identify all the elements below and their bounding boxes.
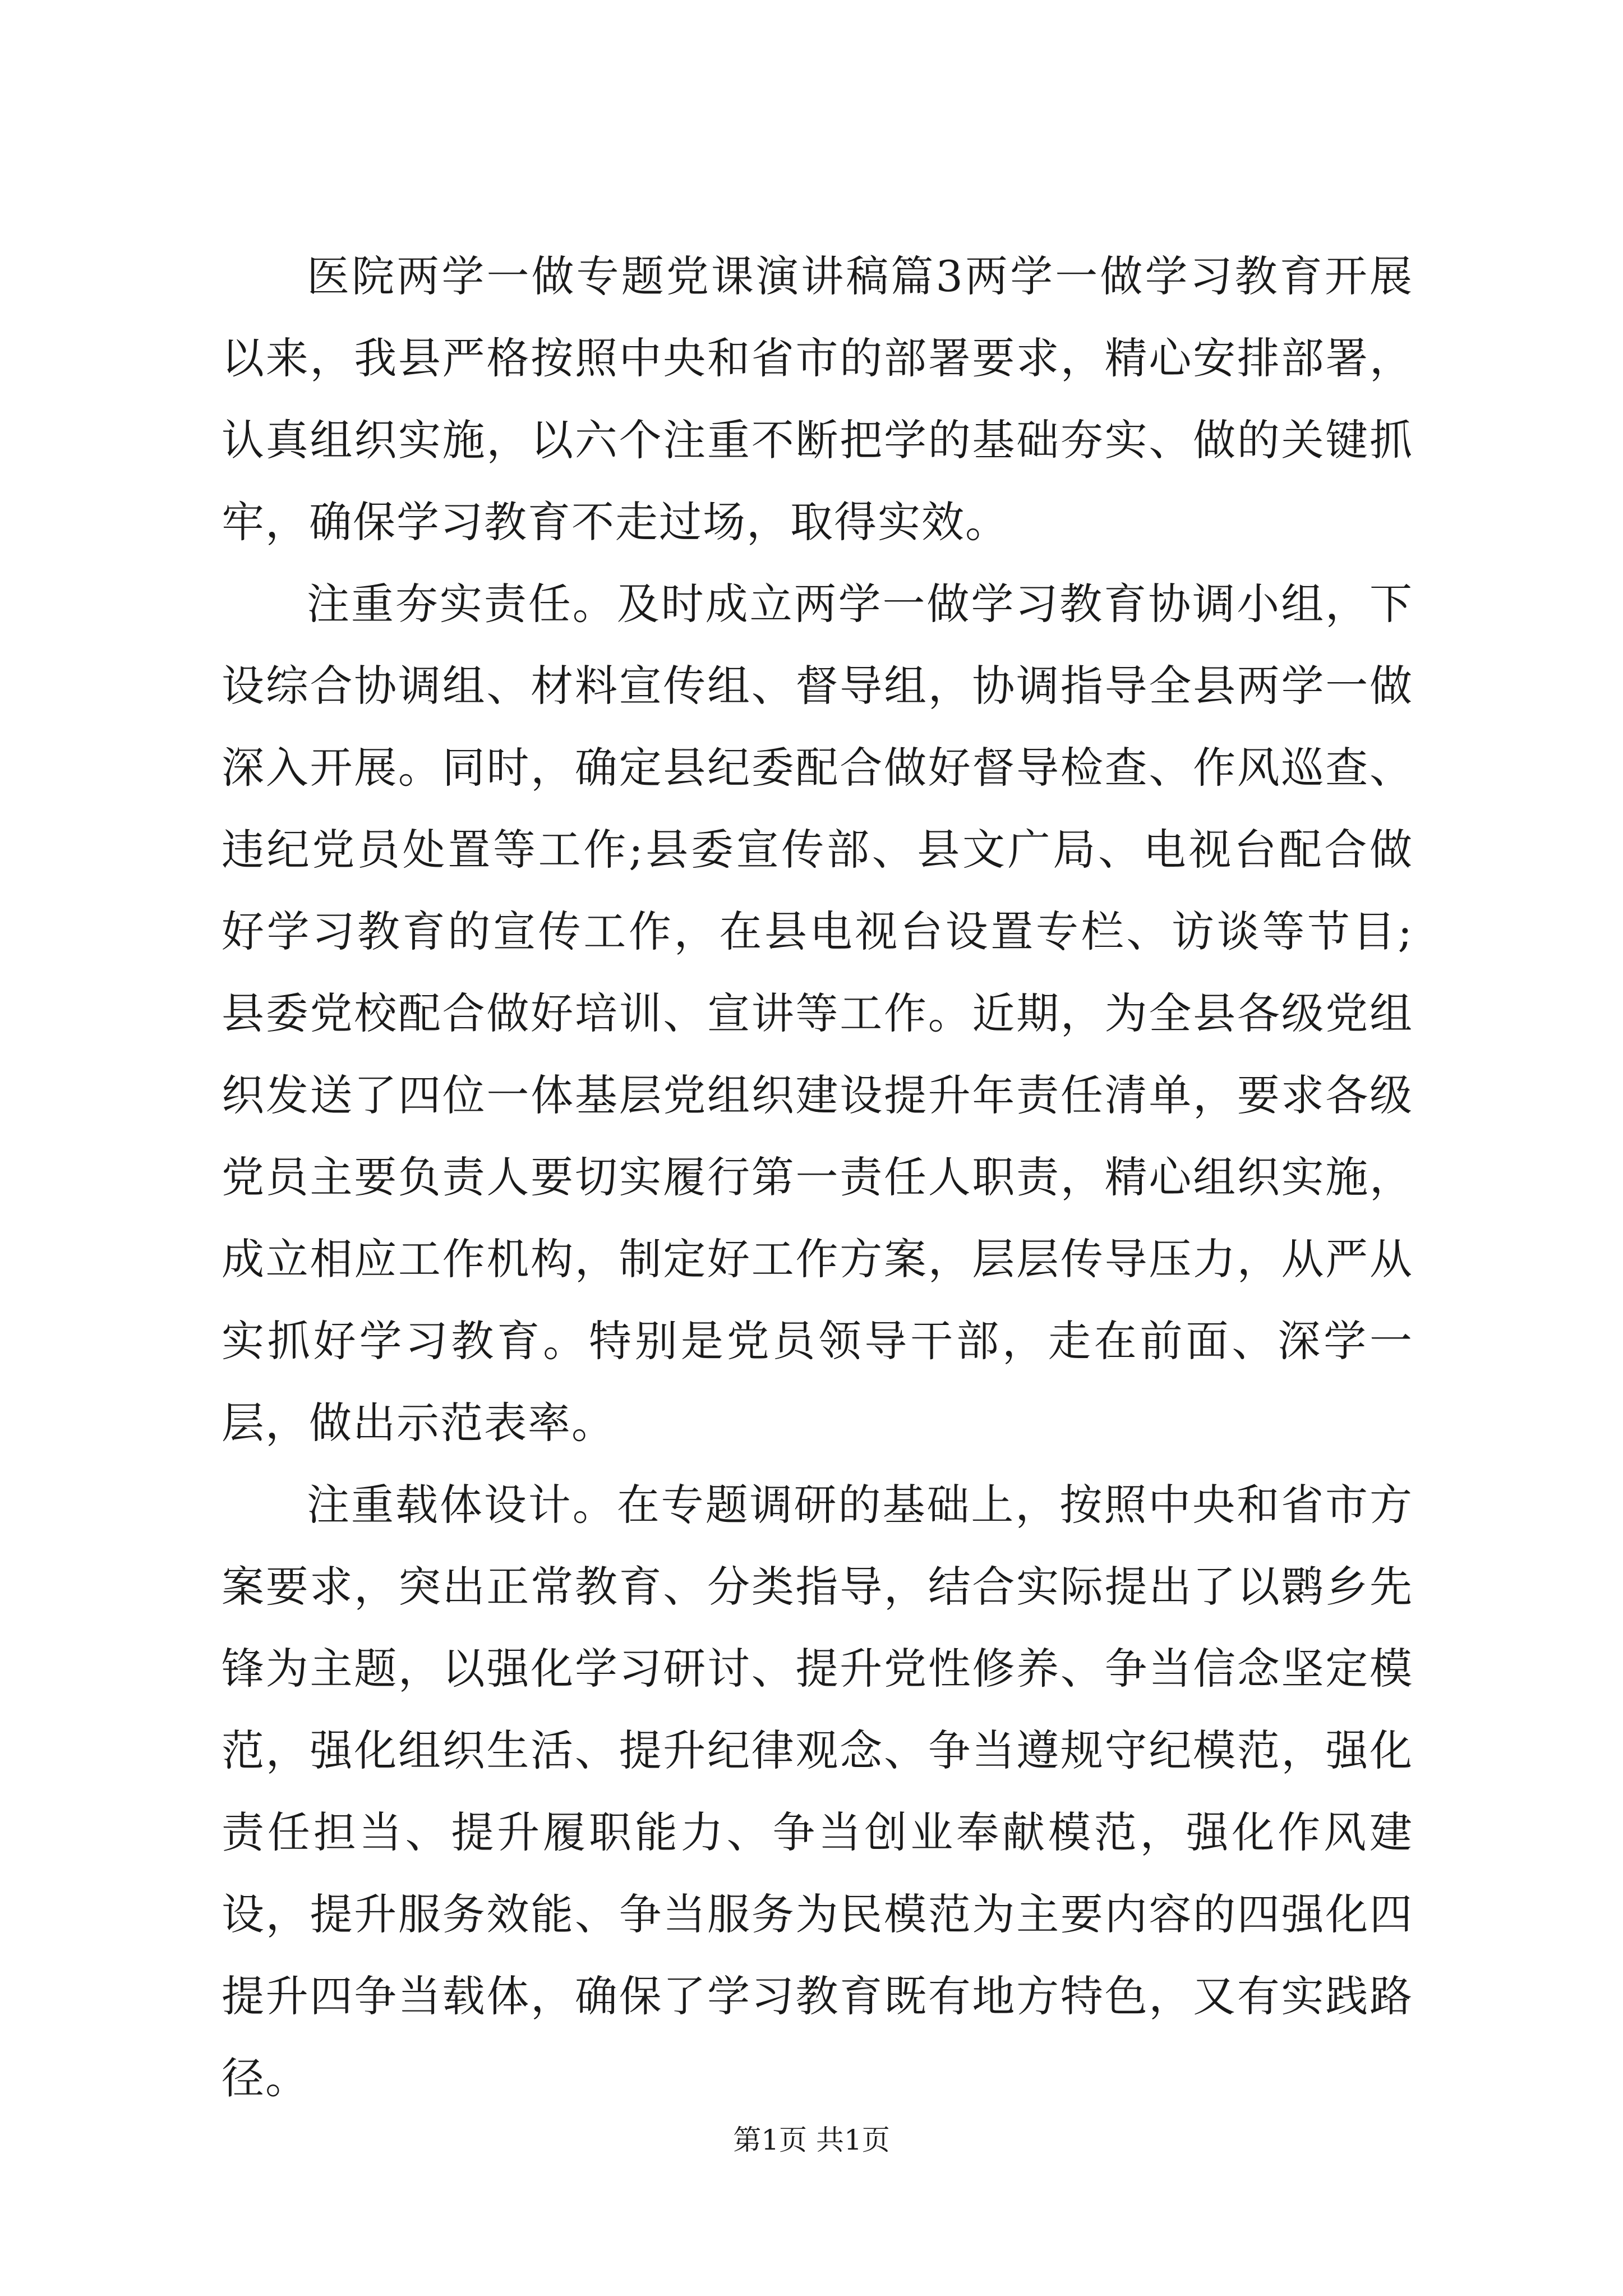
document-body [222, 236, 1413, 2119]
paragraph-carrier-design: 注重载体设计。在专题调研的基础上，按照中央和省市方案要求，突出正常教育、分类指导，结合实际提出了以鹮乡先锋为主题，以强化学习研讨、提升党性修养、争当信念坚定模范，强化组织生活、提升纪律观念、争当遵规守纪模范，强化责任担当、提升履职能力、争当创业奉献模范，强化作风建设，提升服务效能、争当服务为民模范为主要内容的四强化四提升四争当载体，确保了学习教育既有地方特色，又有实践路径。 [222, 1480, 1413, 2103]
page-footer: 第1页 共1页 [733, 2124, 890, 2156]
paragraph-responsibility: 注重夯实责任。及时成立两学一做学习教育协调小组，下设综合协调组、材料宣传组、督导组，协调指导全县两学一做深入开展。同时，确定县纪委配合做好督导检查、作风巡查、违纪党员处置等工作;县委宣传部、县文广局、电视台配合做好学习教育的宣传工作，在县电视台设置专栏、访谈等节目;县委党校配合做好培训、宣讲等工作。近期，为全县各级党组织发送了四位一体基层党组织建设提升年责任清单，要求各级党员主要负责人要切实履行第一责任人职责，精心组织实施，成立相应工作机构，制定好工作方案，层层传导压力，从严从实抓好学习教育。特别是党员领导干部，走在前面、深学一层，做出示范表率。 [222, 579, 1413, 1448]
paragraph-intro: 医院两学一做专题党课演讲稿篇3两学一做学习教育开展以来，我县严格按照中央和省市的部署要求，精心安排部署，认真组织实施，以六个注重不断把学的基础夯实、做的关键抓牢，确保学习教育不走过场，取得实效。 [222, 251, 1413, 547]
